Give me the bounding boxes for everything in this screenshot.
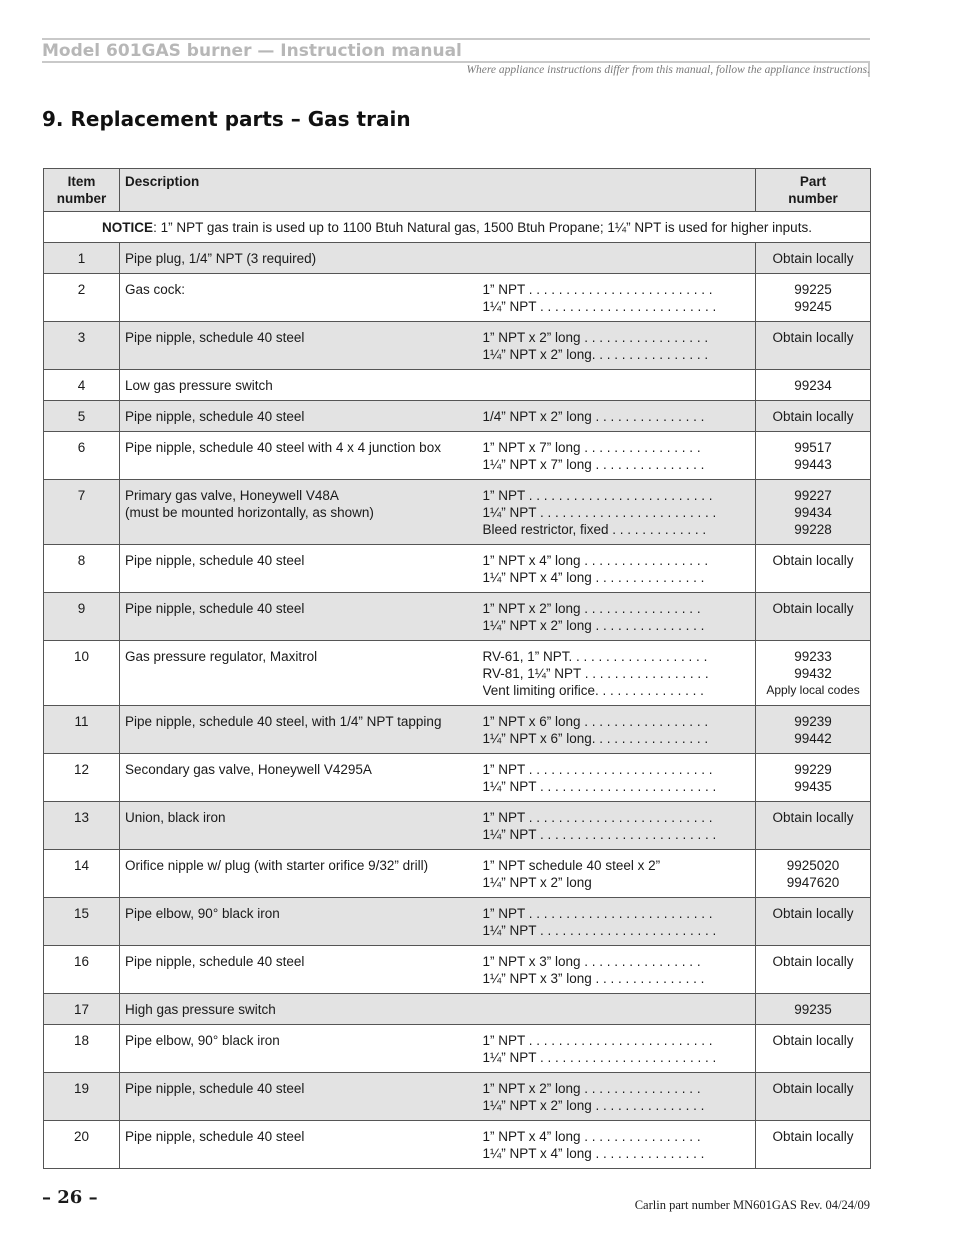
table-row	[44, 1025, 871, 1073]
table-row	[44, 1121, 871, 1169]
description-cell	[120, 850, 481, 898]
spec-line: 1” NPT x 2” long . . . . . . . . . . . . . . . .	[482, 601, 701, 616]
part-number: Obtain locally	[772, 553, 854, 568]
description-cell	[120, 274, 481, 322]
spec-line: 1¼” NPT x 4” long . . . . . . . . . . . . . . .	[482, 570, 705, 585]
spec-line: 1/4” NPT x 2” long . . . . . . . . . . . . . . .	[482, 409, 705, 424]
part-number-cell	[756, 274, 871, 322]
spec-line: 1” NPT x 4” long . . . . . . . . . . . . . . . . .	[482, 553, 709, 568]
spec-line: 1¼” NPT x 3” long . . . . . . . . . . . . . . .	[482, 971, 705, 986]
spec-line: RV-81, 1¼” NPT . . . . . . . . . . . . . . . . .	[482, 666, 709, 681]
spec-line: 1” NPT x 6” long . . . . . . . . . . . . . . . . .	[482, 714, 709, 729]
part-number: 99233	[794, 649, 832, 664]
spec-line: 1¼” NPT . . . . . . . . . . . . . . . . . . . . . . . .	[482, 779, 717, 794]
description-cell	[120, 706, 481, 754]
spec-cell	[481, 480, 756, 545]
description-cell	[120, 243, 481, 274]
part-number: 99229	[794, 762, 832, 777]
description-line: Primary gas valve, Honeywell V48A	[125, 488, 339, 503]
description-line: Orifice nipple w/ plug (with starter orifice 9/32” drill)	[125, 858, 429, 873]
table-row	[44, 243, 871, 274]
item-number-cell: 2	[44, 274, 120, 322]
description-line: Pipe nipple, schedule 40 steel	[125, 330, 305, 345]
spec-cell	[481, 994, 756, 1025]
part-number-cell	[756, 994, 871, 1025]
description-line: Gas cock:	[125, 282, 186, 297]
table-row	[44, 593, 871, 641]
description-cell	[120, 994, 481, 1025]
item-number-cell: 11	[44, 706, 120, 754]
description-cell	[120, 898, 481, 946]
spec-cell	[481, 946, 756, 994]
part-number: 9925020	[786, 858, 840, 873]
spec-line: 1¼” NPT x 2” long . . . . . . . . . . . . . . .	[482, 1098, 705, 1113]
item-number-cell: 5	[44, 401, 120, 432]
section-title: 9. Replacement parts – Gas train	[42, 107, 411, 131]
description-line: Gas pressure regulator, Maxitrol	[125, 649, 318, 664]
header-note: Where appliance instructions differ from this manual, follow the appliance instructions.	[466, 64, 870, 76]
spec-cell	[481, 401, 756, 432]
spec-line: 1” NPT x 3” long . . . . . . . . . . . . . . . .	[482, 954, 701, 969]
spec-line: Vent limiting orifice. . . . . . . . . . . . . . .	[482, 683, 704, 698]
part-number: 99443	[794, 457, 832, 472]
item-number-cell: 3	[44, 322, 120, 370]
part-number: 99225	[794, 282, 832, 297]
description-line: Pipe nipple, schedule 40 steel, with 1/4” NPT tapping	[125, 714, 442, 729]
spec-line: 1¼” NPT x 2” long. . . . . . . . . . . . . . . .	[482, 347, 709, 362]
spec-line: Bleed restrictor, fixed . . . . . . . . . . . . .	[482, 522, 707, 537]
spec-line: 1” NPT . . . . . . . . . . . . . . . . . . . . . . . . .	[482, 1033, 713, 1048]
description-line: High gas pressure switch	[125, 1002, 276, 1017]
table-row	[44, 1073, 871, 1121]
spec-line: RV-61, 1” NPT. . . . . . . . . . . . . . . . . . .	[482, 649, 708, 664]
document-reference: Carlin part number MN601GAS Rev. 04/24/09	[634, 1198, 870, 1212]
spec-line: 1” NPT . . . . . . . . . . . . . . . . . . . . . . . . .	[482, 488, 713, 503]
description-cell	[120, 322, 481, 370]
part-number: 99435	[794, 779, 832, 794]
part-number: 99432	[794, 666, 832, 681]
header-rule-bottom	[42, 61, 870, 63]
header-part-number: Part number	[756, 169, 871, 212]
spec-line: 1¼” NPT x 6” long. . . . . . . . . . . . . . . .	[482, 731, 709, 746]
item-number-cell: 13	[44, 802, 120, 850]
item-number-cell: 17	[44, 994, 120, 1025]
description-cell	[120, 641, 481, 706]
table-header-row	[44, 169, 871, 212]
description-cell	[120, 946, 481, 994]
table-row	[44, 432, 871, 480]
part-number: 99517	[794, 440, 832, 455]
description-line: Union, black iron	[125, 810, 226, 825]
spec-line: 1¼” NPT . . . . . . . . . . . . . . . . . . . . . . . .	[482, 1050, 717, 1065]
manual-title: Model 601GAS burner — Instruction manual	[42, 41, 462, 61]
spec-line: 1¼” NPT . . . . . . . . . . . . . . . . . . . . . . . .	[482, 505, 717, 520]
description-cell	[120, 1121, 481, 1169]
table-row	[44, 802, 871, 850]
part-number: 99442	[794, 731, 832, 746]
part-number: Obtain locally	[772, 1033, 854, 1048]
spec-cell	[481, 1121, 756, 1169]
description-line: Pipe nipple, schedule 40 steel	[125, 409, 305, 424]
part-number-cell	[756, 545, 871, 593]
part-number-cell	[756, 243, 871, 274]
part-number: 99228	[794, 522, 832, 537]
description-cell	[120, 370, 481, 401]
table-row	[44, 322, 871, 370]
part-number: Obtain locally	[772, 906, 854, 921]
description-line: Pipe elbow, 90° black iron	[125, 1033, 280, 1048]
spec-cell	[481, 274, 756, 322]
part-number: Obtain locally	[772, 251, 854, 266]
part-number-cell	[756, 370, 871, 401]
item-number-cell: 9	[44, 593, 120, 641]
spec-line: 1” NPT x 2” long . . . . . . . . . . . . . . . .	[482, 1081, 701, 1096]
spec-line: 1” NPT schedule 40 steel x 2”	[482, 858, 661, 873]
part-number: Obtain locally	[772, 810, 854, 825]
part-number-cell	[756, 432, 871, 480]
spec-cell	[481, 898, 756, 946]
table-row	[44, 994, 871, 1025]
spec-line: 1” NPT . . . . . . . . . . . . . . . . . . . . . . . . .	[482, 282, 713, 297]
description-line: Pipe nipple, schedule 40 steel	[125, 1129, 305, 1144]
notice-row	[44, 212, 871, 243]
item-number-cell: 8	[44, 545, 120, 593]
description-cell	[120, 1025, 481, 1073]
description-line: Low gas pressure switch	[125, 378, 273, 393]
description-line: Pipe nipple, schedule 40 steel	[125, 601, 305, 616]
description-line: Secondary gas valve, Honeywell V4295A	[125, 762, 372, 777]
spec-line: 1” NPT . . . . . . . . . . . . . . . . . . . . . . . . .	[482, 906, 713, 921]
table-row	[44, 706, 871, 754]
description-line: Pipe nipple, schedule 40 steel with 4 x 4 junction box	[125, 440, 441, 455]
part-number-cell	[756, 706, 871, 754]
item-number-cell: 10	[44, 641, 120, 706]
table-row	[44, 370, 871, 401]
part-number-cell	[756, 1121, 871, 1169]
description-line: Pipe elbow, 90° black iron	[125, 906, 280, 921]
description-line: (must be mounted horizontally, as shown)	[125, 505, 374, 520]
page-number: – 26 –	[42, 1187, 98, 1208]
spec-cell	[481, 322, 756, 370]
spec-cell	[481, 802, 756, 850]
part-number-cell	[756, 480, 871, 545]
spec-cell	[481, 593, 756, 641]
part-number: 99434	[794, 505, 832, 520]
part-number: Obtain locally	[772, 330, 854, 345]
description-cell	[120, 1073, 481, 1121]
spec-cell	[481, 545, 756, 593]
item-number-cell: 18	[44, 1025, 120, 1073]
part-number: 99227	[794, 488, 832, 503]
item-number-cell: 12	[44, 754, 120, 802]
spec-line: 1¼” NPT . . . . . . . . . . . . . . . . . . . . . . . .	[482, 923, 717, 938]
part-number: Obtain locally	[772, 409, 854, 424]
parts-table	[43, 168, 871, 1169]
spec-cell	[481, 706, 756, 754]
spec-cell	[481, 754, 756, 802]
spec-cell	[481, 1025, 756, 1073]
part-number: Obtain locally	[772, 1081, 854, 1096]
part-number-cell	[756, 754, 871, 802]
item-number-cell: 16	[44, 946, 120, 994]
spec-line: 1¼” NPT . . . . . . . . . . . . . . . . . . . . . . . .	[482, 827, 717, 842]
part-number-cell	[756, 1025, 871, 1073]
part-number: 99235	[794, 1002, 832, 1017]
part-number-cell	[756, 641, 871, 706]
part-number: 9947620	[786, 875, 840, 890]
item-number-cell: 6	[44, 432, 120, 480]
spec-cell	[481, 850, 756, 898]
spec-cell	[481, 370, 756, 401]
description-cell	[120, 754, 481, 802]
part-number-cell	[756, 1073, 871, 1121]
notice-cell	[44, 212, 871, 243]
spec-line: 1¼” NPT x 4” long . . . . . . . . . . . . . . .	[482, 1146, 705, 1161]
spec-line: 1” NPT x 2” long . . . . . . . . . . . . . . . . .	[482, 330, 709, 345]
table-row	[44, 898, 871, 946]
part-number: Obtain locally	[772, 601, 854, 616]
spec-cell	[481, 432, 756, 480]
part-number: Apply local codes	[766, 683, 860, 697]
item-number-cell: 7	[44, 480, 120, 545]
table-row	[44, 274, 871, 322]
header-item-number: Item number	[44, 169, 120, 212]
description-cell	[120, 545, 481, 593]
part-number: 99239	[794, 714, 832, 729]
description-cell	[120, 593, 481, 641]
table-row	[44, 641, 871, 706]
item-number-cell: 19	[44, 1073, 120, 1121]
spec-line: 1” NPT x 4” long . . . . . . . . . . . . . . . .	[482, 1129, 701, 1144]
description-line: Pipe plug, 1/4” NPT (3 required)	[125, 251, 317, 266]
description-line: Pipe nipple, schedule 40 steel	[125, 553, 305, 568]
table-row	[44, 401, 871, 432]
header-description: Description	[120, 169, 756, 212]
spec-cell	[481, 243, 756, 274]
part-number-cell	[756, 802, 871, 850]
spec-line: 1¼” NPT x 7” long . . . . . . . . . . . . . . .	[482, 457, 705, 472]
table-row	[44, 946, 871, 994]
part-number-cell	[756, 850, 871, 898]
description-line: Pipe nipple, schedule 40 steel	[125, 954, 305, 969]
spec-line: 1¼” NPT x 2” long	[482, 875, 592, 890]
description-cell	[120, 802, 481, 850]
description-cell	[120, 401, 481, 432]
table-row	[44, 545, 871, 593]
spec-line: 1¼” NPT x 2” long . . . . . . . . . . . . . . .	[482, 618, 705, 633]
spec-line: 1” NPT x 7” long . . . . . . . . . . . . . . . .	[482, 440, 701, 455]
spec-line: 1¼” NPT . . . . . . . . . . . . . . . . . . . . . . . .	[482, 299, 717, 314]
item-number-cell: 14	[44, 850, 120, 898]
part-number-cell	[756, 322, 871, 370]
part-number: 99245	[794, 299, 832, 314]
part-number: Obtain locally	[772, 1129, 854, 1144]
part-number-cell	[756, 946, 871, 994]
spec-cell	[481, 641, 756, 706]
item-number-cell: 20	[44, 1121, 120, 1169]
item-number-cell: 1	[44, 243, 120, 274]
part-number: 99234	[794, 378, 832, 393]
description-cell	[120, 480, 481, 545]
table-row	[44, 850, 871, 898]
spec-cell	[481, 1073, 756, 1121]
part-number: Obtain locally	[772, 954, 854, 969]
item-number-cell: 4	[44, 370, 120, 401]
table-row	[44, 480, 871, 545]
description-cell	[120, 432, 481, 480]
spec-line: 1” NPT . . . . . . . . . . . . . . . . . . . . . . . . .	[482, 762, 713, 777]
header-rule-top	[42, 38, 870, 40]
item-number-cell: 15	[44, 898, 120, 946]
part-number-cell	[756, 898, 871, 946]
spec-line: 1” NPT . . . . . . . . . . . . . . . . . . . . . . . . .	[482, 810, 713, 825]
table-row	[44, 754, 871, 802]
description-line: Pipe nipple, schedule 40 steel	[125, 1081, 305, 1096]
part-number-cell	[756, 401, 871, 432]
part-number-cell	[756, 593, 871, 641]
notice-label: NOTICE	[102, 220, 154, 235]
notice-text: : 1” NPT gas train is used up to 1100 Btuh Natural gas, 1500 Btuh Propane; 1¼” NPT is used for higher inputs.	[153, 220, 812, 235]
